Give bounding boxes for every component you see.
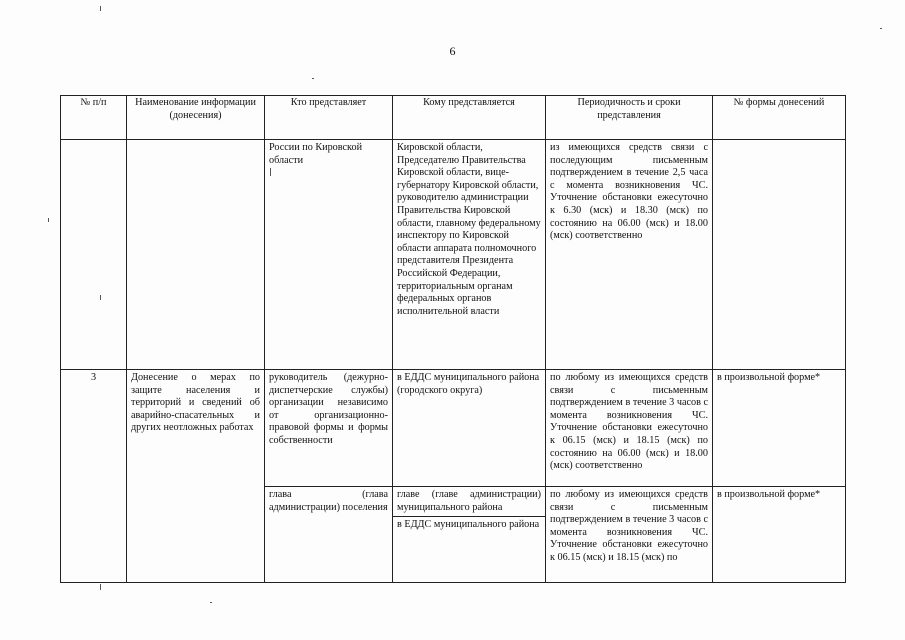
scan-speck bbox=[312, 78, 314, 79]
scan-speck bbox=[210, 602, 212, 603]
cell-form: в произвольной форме* bbox=[713, 370, 846, 487]
table-row bbox=[61, 370, 846, 487]
cell-name: Донесение о мерах по защите населения и территорий и сведений об аварийно-спасательных и других неотложных работах bbox=[127, 370, 265, 583]
cell-period: из имеющихся средств связи с последующим письменным подтверждением в течение 2,5 часа с момента возникновения ЧС. Уточнение обстановки ежесуточно к 6.30 (мск) и 18.30 (мск) по состоянию на 06.00 (мск) и 18.00 (мск) соответственно bbox=[546, 140, 713, 370]
cell-form: в произвольной форме* bbox=[713, 487, 846, 583]
cell-who: России по Кировской области bbox=[265, 140, 393, 370]
header-form: № формы донесений bbox=[713, 96, 846, 140]
header-who: Кто представляет bbox=[265, 96, 393, 140]
cell-period: по любому из имеющихся средств связи с письменным подтверждением в течение 3 часов с момента возникновения ЧС. Уточнение обстановки ежесуточно к 06.15 (мск) и 18.15 (мск) по bbox=[546, 487, 713, 583]
cell-who: глава (глава администрации) поселения bbox=[265, 487, 393, 583]
scan-speck bbox=[48, 218, 49, 222]
cell-period: по любому из имеющихся средств связи с письменным подтверждением в течение 3 часов с момента возникновения ЧС. Уточнение обстановки ежесуточно к 06.15 (мск) и 18.15 (мск) по состоянию на 06.00 (мск) и 18.00 (мск) соответственно bbox=[546, 370, 713, 487]
scan-speck bbox=[270, 168, 271, 176]
cell-num: 3 bbox=[61, 370, 127, 583]
page-number: 6 bbox=[449, 44, 456, 58]
scan-speck bbox=[100, 6, 101, 11]
header-num: № п/п bbox=[61, 96, 127, 140]
cell-to-b: в ЕДДС муниципального района bbox=[393, 516, 545, 534]
header-period: Периодичность и сроки представления bbox=[546, 96, 713, 140]
cell-to: Кировской области, Председателю Правительства Кировской области, вице-губернатору Кировской области, руководителю администрации Правительства Кировской области, главному федеральному инспектору по Кировской области аппарата полномочного представителя Президента Российской Федерации, территориальным органам федеральных органов исполнительной власти bbox=[393, 140, 546, 370]
cell-to-split bbox=[393, 487, 546, 583]
scan-speck bbox=[880, 28, 882, 29]
cell-num bbox=[61, 140, 127, 370]
table-row bbox=[61, 140, 846, 370]
scan-speck bbox=[100, 295, 101, 300]
cell-to: в ЕДДС муниципального района (городского округа) bbox=[393, 370, 546, 487]
reporting-table bbox=[60, 95, 846, 583]
cell-name bbox=[127, 140, 265, 370]
header-to: Кому представляется bbox=[393, 96, 546, 140]
cell-to-a: главе (главе администрации) муниципального района bbox=[397, 489, 541, 513]
table-header-row bbox=[61, 96, 846, 140]
header-name: Наименование информации (донесения) bbox=[127, 96, 265, 140]
scan-speck bbox=[100, 584, 101, 590]
cell-who: руководитель (дежурно-диспетчерские службы) организации независимо от организационно-правовой формы и формы собственности bbox=[265, 370, 393, 487]
cell-form bbox=[713, 140, 846, 370]
